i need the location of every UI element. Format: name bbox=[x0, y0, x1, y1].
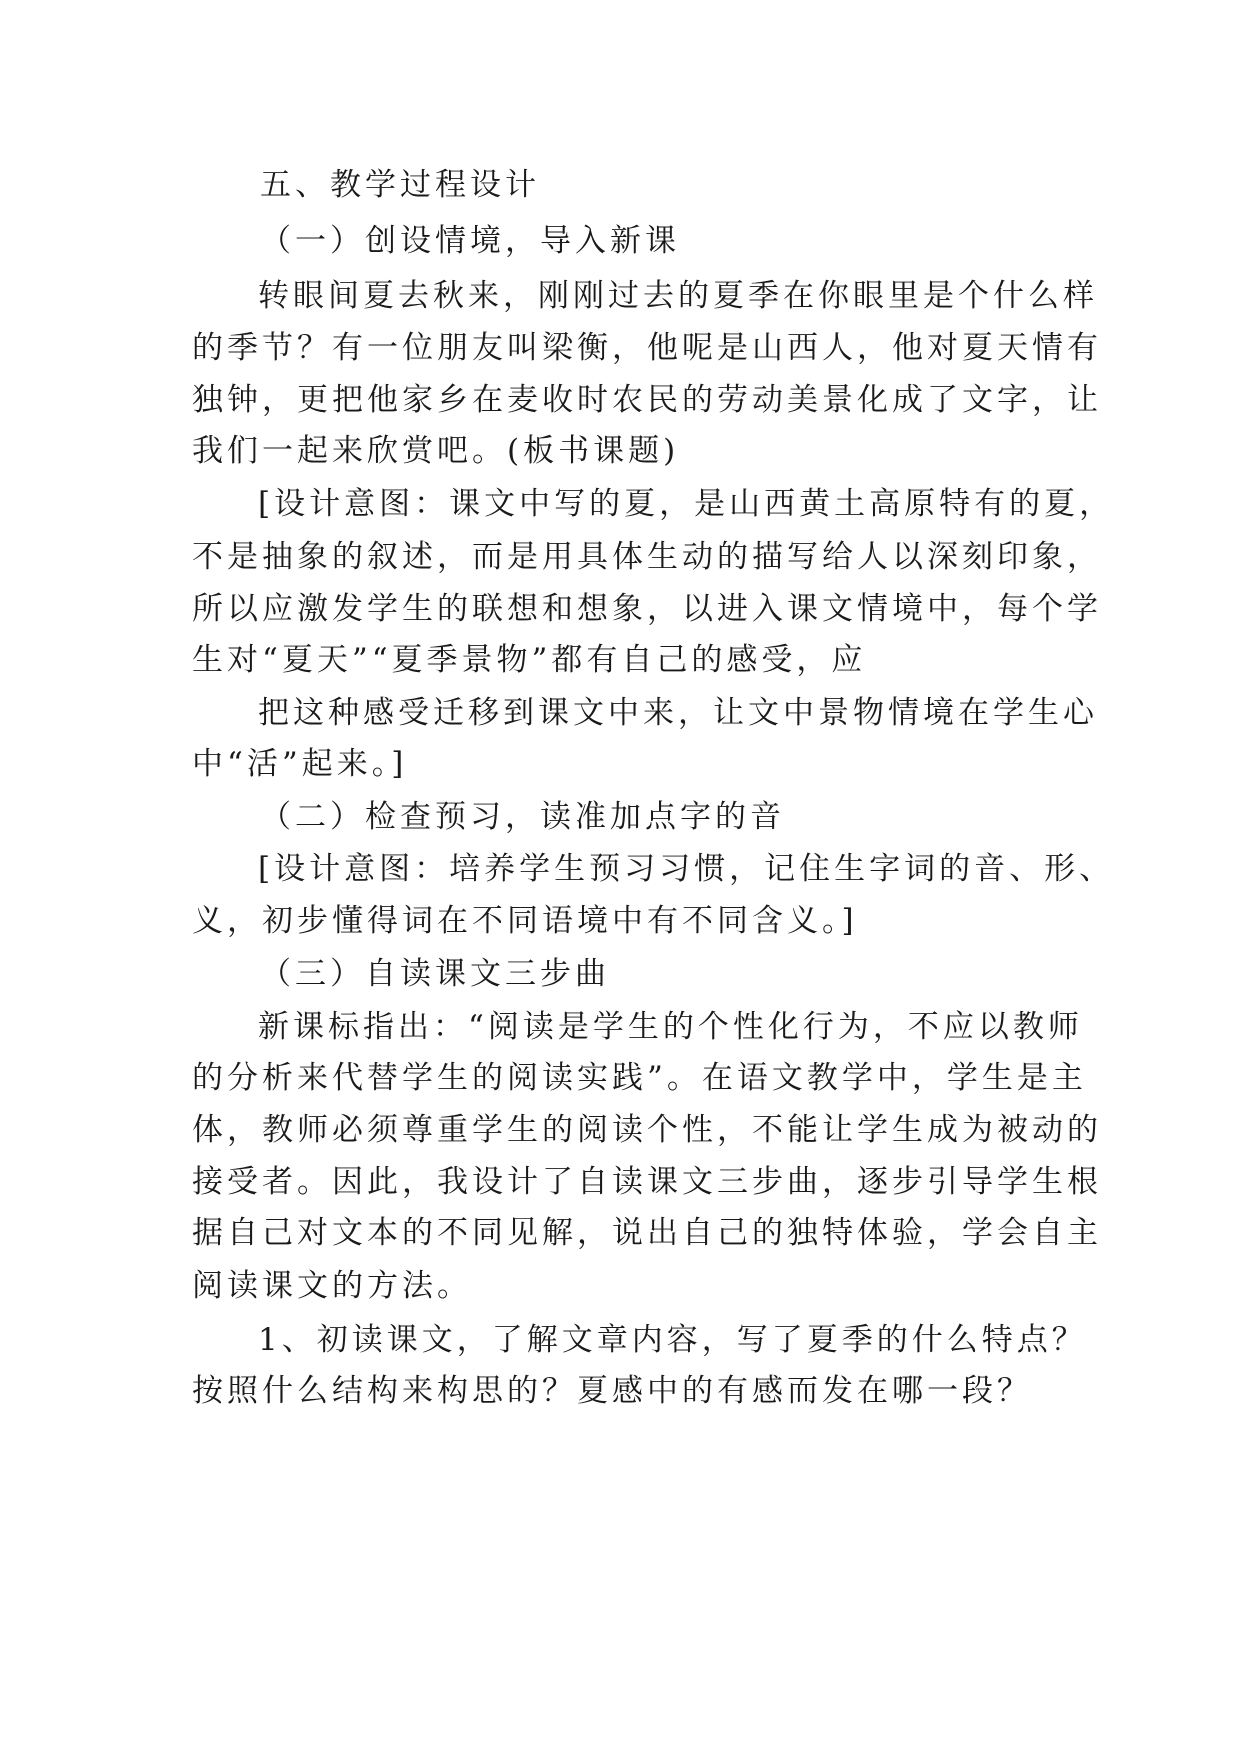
list-item-line: 按照什么结构来构思的？夏感中的有感而发在哪一段？ bbox=[192, 1373, 1032, 1409]
design-note-line: [设计意图：课文中写的夏，是山西黄土高原特有的夏， bbox=[258, 486, 1115, 522]
design-note-line: 把这种感受迁移到课文中来，让文中景物情境在学生心 bbox=[258, 695, 1098, 731]
list-item-line: 1、初读课文，了解文章内容，写了夏季的什么特点？ bbox=[258, 1322, 1087, 1358]
paragraph-line: 接受者。因此，我设计了自读课文三步曲，逐步引导学生根 bbox=[192, 1164, 1102, 1200]
design-note-line: [设计意图：培养学生预习习惯，记住生字词的音、形、 bbox=[258, 851, 1115, 887]
paragraph-line: 新课标指出：“阅读是学生的个性化行为，不应以教师 bbox=[258, 1009, 1083, 1045]
design-note-line: 生对“夏天”“夏季景物”都有自己的感受，应 bbox=[192, 642, 867, 678]
design-note-line: 中“活”起来。] bbox=[192, 746, 408, 782]
design-note-line: 所以应激发学生的联想和想象，以进入课文情境中，每个学 bbox=[192, 591, 1102, 627]
paragraph-line: 据自己对文本的不同见解，说出自己的独特体验，学会自主 bbox=[192, 1215, 1102, 1251]
subsection-heading: （二）检查预习，读准加点字的音 bbox=[260, 799, 785, 835]
design-note-line: 不是抽象的叙述，而是用具体生动的描写给人以深刻印象， bbox=[192, 539, 1102, 575]
paragraph-line: 独钟，更把他家乡在麦收时农民的劳动美景化成了文字，让 bbox=[192, 382, 1102, 418]
subsection-heading: （三）自读课文三步曲 bbox=[260, 956, 610, 992]
paragraph-line: 体，教师必须尊重学生的阅读个性，不能让学生成为被动的 bbox=[192, 1112, 1102, 1148]
section-heading: 五、教学过程设计 bbox=[260, 167, 540, 203]
paragraph-line: 的分析来代替学生的阅读实践”。在语文教学中，学生是主 bbox=[192, 1060, 1087, 1096]
paragraph-line: 转眼间夏去秋来，刚刚过去的夏季在你眼里是个什么样 bbox=[258, 278, 1098, 314]
design-note-line: 义，初步懂得词在不同语境中有不同含义。] bbox=[192, 903, 858, 939]
paragraph-line: 我们一起来欣赏吧。(板书课题) bbox=[192, 433, 680, 469]
paragraph-line: 阅读课文的方法。 bbox=[192, 1268, 472, 1304]
subsection-heading: （一）创设情境，导入新课 bbox=[260, 223, 680, 259]
paragraph-line: 的季节？有一位朋友叫梁衡，他呢是山西人，他对夏天情有 bbox=[192, 330, 1102, 366]
